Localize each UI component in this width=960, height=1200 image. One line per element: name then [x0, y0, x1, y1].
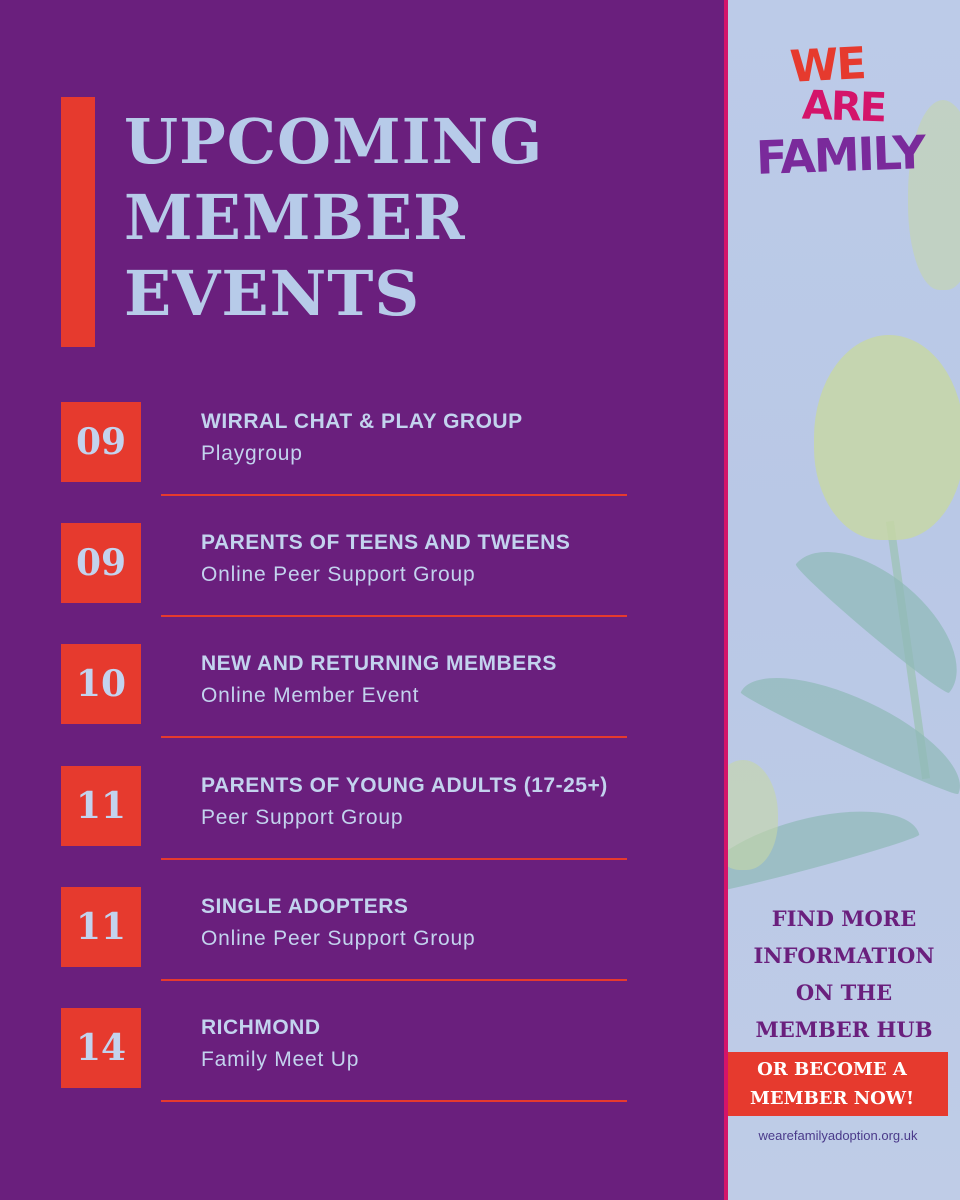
- title-accent-bar: [61, 97, 95, 347]
- cta-line: OR BECOME A: [757, 1059, 907, 1080]
- event-title: PARENTS OF YOUNG ADULTS (17-25+): [201, 774, 608, 797]
- event-item: [61, 402, 681, 498]
- info-line: MEMBER HUB: [755, 1017, 933, 1042]
- event-item: [61, 766, 681, 862]
- event-item: [61, 887, 681, 983]
- event-subtitle: Playgroup: [201, 442, 303, 465]
- event-date: 14: [61, 1008, 141, 1088]
- event-title: SINGLE ADOPTERS: [201, 895, 409, 918]
- event-title: WIRRAL CHAT & PLAY GROUP: [201, 410, 523, 433]
- event-date: 11: [61, 766, 141, 846]
- cta-line: MEMBER NOW!: [750, 1088, 914, 1109]
- event-subtitle: Online Peer Support Group: [201, 563, 476, 586]
- logo-line: [801, 83, 886, 132]
- info-panel: [728, 0, 960, 1200]
- event-subtitle: Peer Support Group: [201, 806, 404, 829]
- logo-text: ARE: [801, 82, 886, 132]
- event-divider: [161, 858, 627, 860]
- page-title: [124, 104, 543, 332]
- event-date: 09: [61, 523, 141, 603]
- event-divider: [161, 494, 627, 496]
- title-line: MEMBER: [124, 181, 466, 254]
- event-subtitle: Family Meet Up: [201, 1048, 360, 1071]
- title-line: UPCOMING: [124, 105, 544, 178]
- logo-text: WE: [788, 38, 866, 93]
- event-item: [61, 644, 681, 740]
- logo-text: FAMILY: [755, 125, 925, 185]
- info-line: ON THE: [795, 980, 893, 1005]
- event-divider: [161, 1100, 627, 1102]
- member-hub-info: [728, 900, 960, 1048]
- info-line: INFORMATION: [753, 943, 935, 968]
- event-date: 09: [61, 402, 141, 482]
- event-title: PARENTS OF TEENS AND TWEENS: [201, 531, 571, 554]
- event-date: 11: [61, 887, 141, 967]
- event-title: NEW AND RETURNING MEMBERS: [201, 652, 557, 675]
- logo-line: [755, 125, 925, 185]
- event-subtitle: Online Member Event: [201, 684, 420, 707]
- leaf-decoration: [792, 523, 960, 698]
- info-line: FIND MORE: [771, 906, 917, 931]
- we-are-family-logo: [750, 40, 950, 200]
- website-url[interactable]: wearefamilyadoption.org.uk: [758, 1128, 918, 1143]
- event-item: [61, 523, 681, 619]
- event-date: 10: [61, 644, 141, 724]
- event-divider: [161, 615, 627, 617]
- event-subtitle: Online Peer Support Group: [201, 927, 476, 950]
- event-item: [61, 1008, 681, 1104]
- title-line: EVENTS: [124, 257, 421, 330]
- tulip-decoration: [814, 335, 960, 540]
- event-divider: [161, 979, 627, 981]
- event-title: RICHMOND: [201, 1016, 321, 1039]
- become-member-banner[interactable]: [728, 1052, 948, 1116]
- event-divider: [161, 736, 627, 738]
